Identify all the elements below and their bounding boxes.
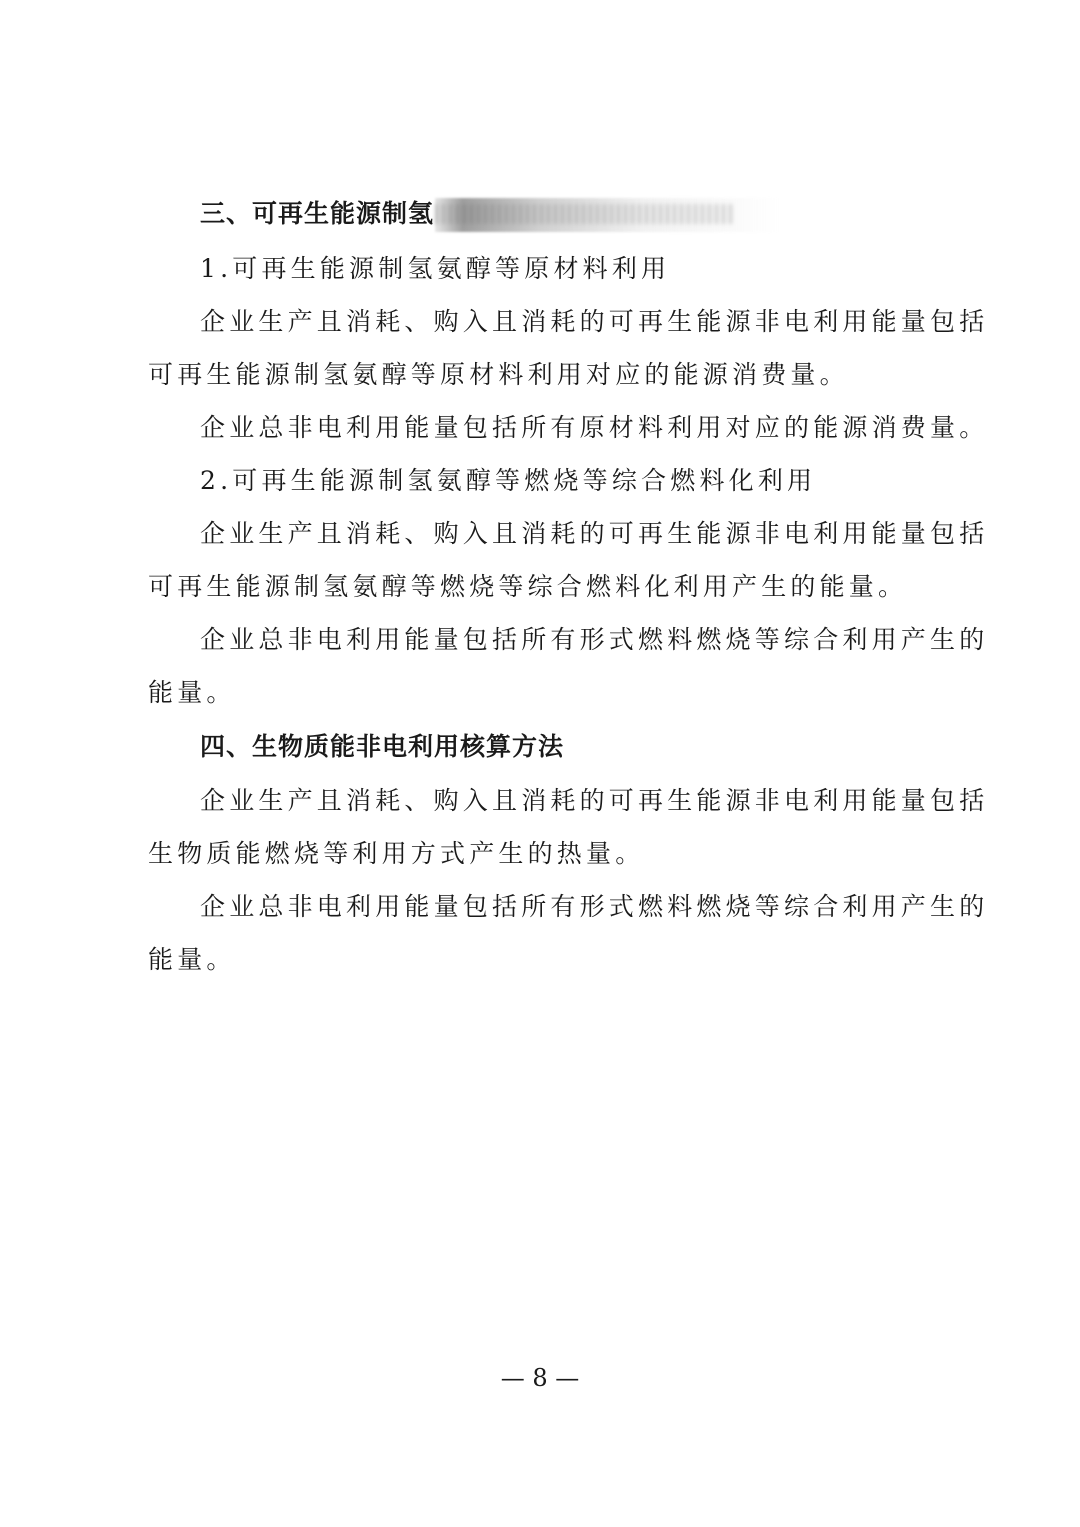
section-4-paragraph-2-line-2: 能量。 — [148, 945, 236, 974]
section-4-paragraph-2-line-1: 企业总非电利用能量包括所有形式燃料燃烧等综合利用产生的 — [200, 892, 989, 921]
section-4-heading: 四、生物质能非电利用核算方法 — [200, 732, 565, 761]
section-4-paragraph-1-line-2: 生物质能燃烧等利用方式产生的热量。 — [148, 839, 645, 868]
item-2-paragraph-2-line-1: 企业总非电利用能量包括所有形式燃料燃烧等综合利用产生的 — [200, 625, 989, 654]
section-3-heading: 三、可再生能源制氢 — [200, 199, 435, 228]
item-1-paragraph-1-line-1: 企业生产且消耗、购入且消耗的可再生能源非电利用能量包括 — [200, 307, 989, 336]
item-2-paragraph-1-line-2: 可再生能源制氢氨醇等燃烧等综合燃料化利用产生的能量。 — [148, 572, 908, 601]
item-2-paragraph-2-line-2: 能量。 — [148, 678, 236, 707]
item-2-title: 2.可再生能源制氢氨醇等燃烧等综合燃料化利用 — [200, 466, 817, 495]
item-1-paragraph-1-line-2: 可再生能源制氢氨醇等原材料利用对应的能源消费量。 — [148, 360, 849, 389]
page-number: — 8 — — [500, 1364, 580, 1392]
section-3-heading-obscured — [200, 194, 780, 234]
item-1-paragraph-2-line-1: 企业总非电利用能量包括所有原材料利用对应的能源消费量。 — [200, 413, 989, 442]
item-2-paragraph-1-line-1: 企业生产且消耗、购入且消耗的可再生能源非电利用能量包括 — [200, 519, 989, 548]
redaction-smear-texture — [435, 204, 735, 224]
section-4-paragraph-1-line-1: 企业生产且消耗、购入且消耗的可再生能源非电利用能量包括 — [200, 786, 989, 815]
item-1-title: 1.可再生能源制氢氨醇等原材料利用 — [200, 254, 671, 283]
